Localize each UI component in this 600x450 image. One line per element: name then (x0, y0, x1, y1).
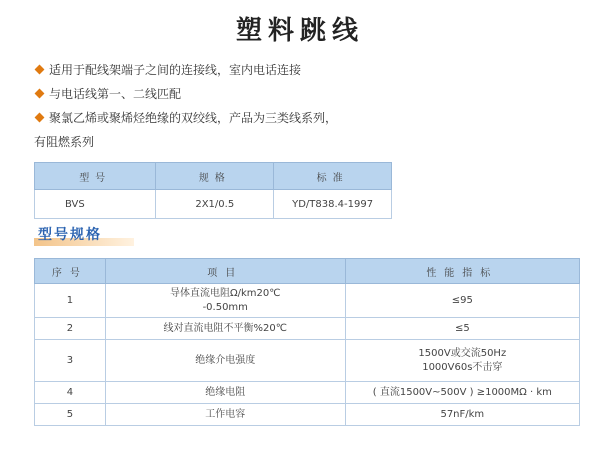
item-line: 工作电容 (205, 408, 246, 420)
cell-model: BVS (35, 190, 156, 219)
diamond-bullet-icon (35, 89, 45, 99)
header-number: 序号 (35, 259, 106, 284)
list-item (34, 106, 574, 130)
header-model: 型号 (35, 163, 156, 190)
value-line: 57nF/km (440, 408, 485, 420)
cell-item (105, 284, 345, 318)
bullet-text: 聚氯乙烯或聚烯烃绝缘的双绞线，产品为三类线系列， (49, 111, 338, 125)
header-performance: 性能指标 (345, 259, 579, 284)
item-line: 线对直流电阻不平衡%20℃ (163, 322, 287, 334)
table-row (35, 318, 580, 340)
cell-value (345, 382, 579, 404)
diamond-bullet-icon (35, 113, 45, 123)
table-row (35, 340, 580, 382)
section-title: 型号规格 (38, 227, 102, 243)
table-row (35, 284, 580, 318)
item-line: 导体直流电阻Ω/km20℃ (169, 287, 281, 299)
cell-item (105, 404, 345, 426)
cell-number: 5 (35, 404, 106, 426)
cell-value (345, 318, 579, 340)
product-table (34, 162, 392, 219)
feature-list (34, 58, 574, 154)
header-spec: 规格 (156, 163, 274, 190)
diamond-bullet-icon (35, 65, 45, 75)
item-line: -0.50mm (202, 301, 248, 313)
page-title: 塑料跳线 (235, 16, 364, 46)
list-item (34, 58, 574, 82)
value-line: ( 直流1500V~500V ) ≥1000MΩ · km (372, 386, 552, 398)
value-line: ≤95 (451, 294, 473, 306)
table-row (35, 190, 392, 219)
cell-spec: 2X1/0.5 (156, 190, 274, 219)
bullet-text: 适用于配线架端子之间的连接线，室内电话连接 (49, 63, 302, 77)
bullet-continuation: 有阻燃系列 (34, 135, 95, 149)
table-header-row (35, 163, 392, 190)
cell-item (105, 382, 345, 404)
bullet-text: 与电话线第一、二线匹配 (49, 87, 182, 101)
cell-value (345, 404, 579, 426)
section-heading (34, 224, 154, 246)
list-item (34, 82, 574, 106)
value-line: 1500V或交流50Hz (418, 347, 507, 359)
cell-number: 3 (35, 340, 106, 382)
table-header-row (35, 259, 580, 284)
table-row (35, 382, 580, 404)
table-row (35, 404, 580, 426)
header-item: 项目 (105, 259, 345, 284)
cell-item (105, 340, 345, 382)
cell-value (345, 340, 579, 382)
item-line: 绝缘介电强度 (195, 354, 256, 366)
cell-standard: YD/T838.4-1997 (274, 190, 392, 219)
value-line: 1000V60s不击穿 (422, 361, 503, 373)
cell-number: 2 (35, 318, 106, 340)
header-standard: 标准 (274, 163, 392, 190)
cell-number: 4 (35, 382, 106, 404)
cell-value (345, 284, 579, 318)
item-line: 绝缘电阻 (205, 386, 246, 398)
spec-table (34, 258, 580, 426)
cell-number: 1 (35, 284, 106, 318)
value-line: ≤5 (454, 322, 470, 334)
cell-item (105, 318, 345, 340)
